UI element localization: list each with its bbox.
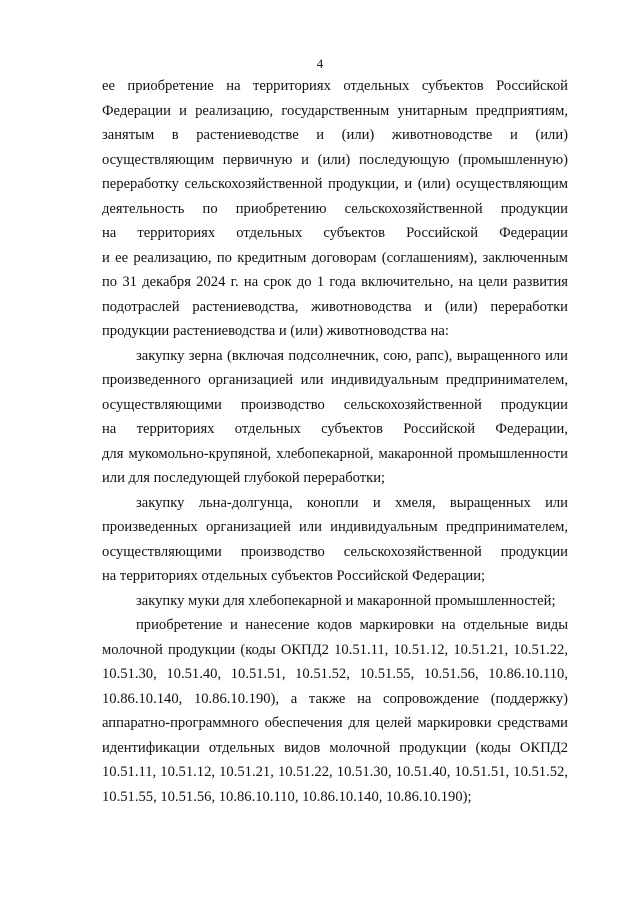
text-line: аппаратно-программного обеспечения для целей маркировки средствами bbox=[102, 715, 568, 731]
text-line: закупку муки для хлебопекарной и макаронной промышленностей; bbox=[136, 592, 556, 609]
text-line: на территориях отдельных субъектов Российской Федерации, bbox=[102, 421, 568, 437]
text-line: закупку льна-долгунца, конопли и хмеля, выращенных или bbox=[136, 494, 568, 511]
text-line: молочной продукции (коды ОКПД2 10.51.11, 10.51.12, 10.51.21, 10.51.22, bbox=[102, 641, 568, 658]
text-line: подотраслей растениеводства, животноводства и (или) переработки bbox=[102, 298, 568, 315]
text-line: для мукомольно-крупяной, хлебопекарной, макаронной промышленности bbox=[102, 445, 568, 462]
text-line: произведенных организацией или индивидуальным предпринимателем, bbox=[102, 519, 568, 535]
text-line: идентификации отдельных видов молочной продукции (коды ОКПД2 bbox=[102, 739, 568, 756]
text-line: деятельность по приобретению сельскохозяйственной продукции bbox=[102, 200, 568, 217]
page-number: 4 bbox=[316, 56, 324, 71]
text-line: произведенного организацией или индивидуальным предпринимателем, bbox=[102, 372, 568, 388]
text-line: приобретение и нанесение кодов маркировки на отдельные виды bbox=[136, 617, 568, 633]
text-line: и ее реализацию, по кредитным договорам (соглашениям), заключенным bbox=[102, 249, 568, 266]
text-line: осуществляющим первичную и (или) последующую (промышленную) bbox=[102, 151, 568, 168]
text-line: 10.51.11, 10.51.12, 10.51.21, 10.51.22, 10.51.30, 10.51.40, 10.51.51, 10.51.52, bbox=[102, 764, 568, 780]
text-line: продукции растениеводства и (или) животноводства на: bbox=[102, 323, 449, 339]
text-line: 10.51.30, 10.51.40, 10.51.51, 10.51.52, 10.51.55, 10.51.56, 10.86.10.110, bbox=[102, 666, 568, 682]
text-line: переработку сельскохозяйственной продукции, и (или) осуществляющим bbox=[102, 176, 568, 192]
text-line: Федерации и реализацию, государственным унитарным предприятиям, bbox=[102, 102, 568, 119]
text-line: по 31 декабря 2024 г. на срок до 1 года включительно, на цели развития bbox=[102, 274, 568, 290]
document-body bbox=[102, 74, 568, 809]
text-line: осуществляющими производство сельскохозяйственной продукции bbox=[102, 543, 568, 560]
text-line: ее приобретение на территориях отдельных субъектов Российской bbox=[102, 78, 568, 94]
text-line: осуществляющими производство сельскохозяйственной продукции bbox=[102, 396, 568, 413]
text-line: 10.51.55, 10.51.56, 10.86.10.110, 10.86.10.140, 10.86.10.190); bbox=[102, 788, 472, 805]
text-line: на территориях отдельных субъектов Российской Федерации bbox=[102, 225, 568, 241]
text-line: или для последующей глубокой переработки; bbox=[102, 470, 386, 486]
text-line: закупку зерна (включая подсолнечник, сою, рапс), выращенного или bbox=[136, 347, 568, 364]
text-line: 10.86.10.140, 10.86.10.190), а также на сопровождение (поддержку) bbox=[102, 690, 568, 707]
text-line: на территориях отдельных субъектов Российской Федерации; bbox=[102, 568, 486, 584]
text-line: занятым в растениеводстве и (или) животноводстве и (или) bbox=[102, 127, 568, 143]
